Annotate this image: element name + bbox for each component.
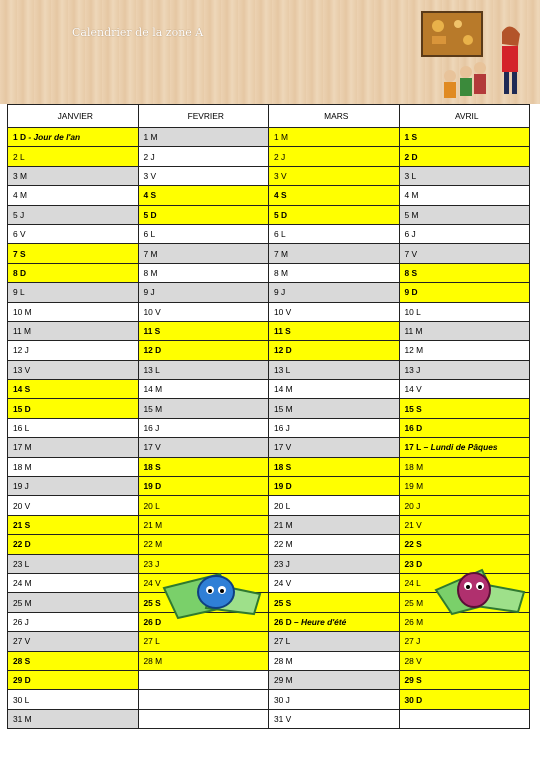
day-label: 9 J bbox=[143, 287, 155, 298]
day-label: 6 V bbox=[13, 229, 26, 240]
day-label: 6 L bbox=[143, 229, 156, 240]
day-cell-janvier bbox=[8, 224, 139, 243]
day-label: 5 D bbox=[274, 209, 288, 220]
table-row bbox=[8, 186, 530, 205]
day-label: 27 L bbox=[274, 636, 291, 647]
day-cell-avril bbox=[399, 302, 530, 321]
day-label: 28 M bbox=[143, 655, 163, 666]
day-cell-janvier bbox=[8, 632, 139, 651]
day-cell-avril bbox=[399, 535, 530, 554]
day-label: 26 D bbox=[274, 616, 292, 627]
day-cell-mars bbox=[269, 690, 400, 709]
day-label: 28 M bbox=[274, 655, 293, 666]
day-cell-fevrier bbox=[138, 380, 269, 399]
day-label: 18 S bbox=[143, 461, 161, 472]
day-label: 31 M bbox=[13, 713, 32, 724]
day-cell-janvier bbox=[8, 147, 139, 166]
day-label: 22 S bbox=[404, 539, 422, 550]
day-label: 5 J bbox=[13, 209, 25, 220]
day-label: 3 V bbox=[143, 170, 157, 181]
day-cell-avril bbox=[399, 380, 530, 399]
column-header-fevrier: FEVRIER bbox=[138, 105, 269, 128]
table-row bbox=[8, 457, 530, 476]
day-cell-janvier bbox=[8, 341, 139, 360]
day-cell-avril bbox=[399, 283, 530, 302]
day-cell-mars bbox=[269, 477, 400, 496]
table-row bbox=[8, 224, 530, 243]
day-label: 19 D bbox=[274, 481, 292, 492]
day-cell-janvier bbox=[8, 205, 139, 224]
table-row bbox=[8, 147, 530, 166]
holiday-note: – Lundi de Pâques bbox=[421, 442, 498, 453]
day-label: 11 S bbox=[274, 326, 291, 337]
day-cell-mars bbox=[269, 380, 400, 399]
day-cell-fevrier bbox=[138, 690, 269, 709]
day-label: 18 S bbox=[274, 461, 292, 472]
day-label: 21 S bbox=[13, 520, 31, 530]
day-cell-janvier bbox=[8, 263, 139, 282]
day-label: 24 L bbox=[404, 578, 421, 589]
day-label: 30 D bbox=[404, 694, 423, 705]
day-cell-janvier bbox=[8, 709, 139, 728]
day-cell-avril bbox=[399, 321, 530, 340]
day-label: 9 J bbox=[274, 287, 286, 298]
day-label: 1 M bbox=[274, 132, 288, 143]
day-label: 31 V bbox=[274, 713, 292, 724]
day-cell-avril bbox=[399, 341, 530, 360]
day-cell-fevrier bbox=[138, 438, 269, 457]
day-cell-fevrier bbox=[138, 341, 269, 360]
day-label: 7 S bbox=[13, 248, 26, 259]
table-row bbox=[8, 283, 530, 302]
day-cell-fevrier bbox=[138, 263, 269, 282]
table-row bbox=[8, 709, 530, 728]
day-cell-fevrier bbox=[138, 418, 269, 437]
day-cell-mars bbox=[269, 166, 400, 185]
day-label: 10 V bbox=[274, 306, 292, 317]
day-label: 14 M bbox=[274, 384, 293, 395]
day-label: 15 M bbox=[274, 403, 293, 414]
day-cell-fevrier bbox=[138, 283, 269, 302]
calendar-table-wrap bbox=[7, 104, 529, 729]
day-label: 8 D bbox=[13, 267, 27, 278]
day-label: 12 M bbox=[404, 345, 424, 356]
day-label: 12 J bbox=[13, 345, 29, 356]
day-cell-fevrier bbox=[138, 457, 269, 476]
table-row bbox=[8, 535, 530, 554]
day-cell-janvier bbox=[8, 438, 139, 457]
day-cell-mars bbox=[269, 224, 400, 243]
day-cell-mars bbox=[269, 283, 400, 302]
day-cell-fevrier bbox=[138, 166, 269, 185]
day-label: 28 S bbox=[13, 655, 31, 666]
day-cell-avril bbox=[399, 399, 530, 418]
day-cell-avril bbox=[399, 651, 530, 670]
day-label: 13 L bbox=[274, 364, 291, 375]
day-label: 25 S bbox=[274, 597, 292, 608]
day-label: 1 S bbox=[404, 132, 418, 143]
day-label: 12 D bbox=[274, 345, 292, 356]
day-cell-avril bbox=[399, 166, 530, 185]
day-cell-avril bbox=[399, 438, 530, 457]
day-cell-fevrier bbox=[138, 302, 269, 321]
day-cell-fevrier bbox=[138, 670, 269, 689]
day-label: 21 M bbox=[274, 520, 293, 530]
day-cell-janvier bbox=[8, 515, 139, 534]
table-row bbox=[8, 380, 530, 399]
day-cell-mars bbox=[269, 244, 400, 263]
day-label: 27 J bbox=[404, 636, 421, 647]
day-label: 18 M bbox=[404, 461, 424, 472]
day-cell-janvier bbox=[8, 380, 139, 399]
table-row bbox=[8, 632, 530, 651]
day-label: 4 S bbox=[143, 190, 157, 201]
day-cell-janvier bbox=[8, 670, 139, 689]
day-label: 10 L bbox=[404, 306, 421, 317]
day-label: 3 M bbox=[13, 170, 27, 181]
day-cell-fevrier bbox=[138, 709, 269, 728]
day-label: 20 L bbox=[143, 500, 160, 511]
day-cell-mars bbox=[269, 593, 400, 612]
day-cell-avril bbox=[399, 128, 530, 147]
table-row bbox=[8, 205, 530, 224]
day-label: 17 L bbox=[404, 442, 422, 453]
day-cell-mars bbox=[269, 205, 400, 224]
day-cell-fevrier bbox=[138, 321, 269, 340]
day-label: 7 M bbox=[143, 248, 158, 259]
day-label: 26 J bbox=[13, 616, 29, 627]
day-label: 25 M bbox=[13, 597, 32, 608]
day-label: 22 M bbox=[143, 539, 163, 550]
day-cell-fevrier bbox=[138, 496, 269, 515]
day-label: 23 D bbox=[404, 558, 423, 569]
day-label: 25 S bbox=[143, 597, 161, 608]
day-label: 22 D bbox=[13, 539, 31, 550]
calendar-body bbox=[8, 128, 530, 729]
table-row bbox=[8, 244, 530, 263]
day-label: 19 J bbox=[13, 481, 29, 492]
day-cell-fevrier bbox=[138, 147, 269, 166]
day-label: 4 M bbox=[404, 190, 419, 201]
day-cell-mars bbox=[269, 632, 400, 651]
day-label: 6 J bbox=[404, 229, 416, 240]
day-label: 26 M bbox=[404, 616, 424, 627]
day-cell-janvier bbox=[8, 554, 139, 573]
calendar-table bbox=[7, 104, 530, 729]
day-cell-avril bbox=[399, 205, 530, 224]
day-cell-avril bbox=[399, 709, 530, 728]
day-label: 30 J bbox=[274, 694, 290, 705]
day-cell-janvier bbox=[8, 573, 139, 592]
day-cell-janvier bbox=[8, 360, 139, 379]
table-row bbox=[8, 477, 530, 496]
day-label: 12 D bbox=[143, 345, 162, 356]
day-cell-avril bbox=[399, 224, 530, 243]
day-label: 27 L bbox=[143, 636, 160, 647]
day-cell-janvier bbox=[8, 399, 139, 418]
day-cell-avril bbox=[399, 477, 530, 496]
table-row bbox=[8, 399, 530, 418]
day-cell-avril bbox=[399, 147, 530, 166]
day-label: 17 V bbox=[143, 442, 161, 453]
day-label: 20 J bbox=[404, 500, 421, 511]
day-cell-fevrier bbox=[138, 477, 269, 496]
day-label: 26 D bbox=[143, 616, 162, 627]
day-label: 8 M bbox=[143, 267, 158, 278]
holiday-note: - Jour de l'an bbox=[26, 132, 81, 143]
day-label: 14 S bbox=[13, 384, 31, 395]
column-header-mars: MARS bbox=[269, 105, 400, 128]
day-cell-fevrier bbox=[138, 360, 269, 379]
classroom-illustration bbox=[414, 6, 538, 104]
day-label: 7 V bbox=[404, 248, 418, 259]
day-cell-mars bbox=[269, 573, 400, 592]
day-label: 29 M bbox=[274, 675, 293, 686]
table-row bbox=[8, 690, 530, 709]
day-label: 16 J bbox=[143, 423, 160, 434]
day-label: 16 L bbox=[13, 423, 30, 434]
day-cell-mars bbox=[269, 263, 400, 282]
table-row bbox=[8, 438, 530, 457]
day-cell-janvier bbox=[8, 321, 139, 340]
day-label: 15 S bbox=[404, 403, 422, 414]
day-label: 1 D bbox=[13, 132, 27, 143]
column-header-avril: AVRIL bbox=[399, 105, 530, 128]
day-cell-fevrier bbox=[138, 128, 269, 147]
table-row bbox=[8, 166, 530, 185]
day-cell-janvier bbox=[8, 612, 139, 631]
day-cell-avril bbox=[399, 670, 530, 689]
table-row bbox=[8, 360, 530, 379]
day-label: 7 M bbox=[274, 248, 288, 259]
day-cell-avril bbox=[399, 632, 530, 651]
day-cell-avril bbox=[399, 360, 530, 379]
day-label: 19 M bbox=[404, 481, 424, 492]
day-cell-mars bbox=[269, 321, 400, 340]
table-row bbox=[8, 496, 530, 515]
day-label: 17 M bbox=[13, 442, 32, 453]
day-cell-mars bbox=[269, 651, 400, 670]
day-label: 13 J bbox=[404, 364, 421, 375]
day-cell-mars bbox=[269, 399, 400, 418]
day-cell-mars bbox=[269, 554, 400, 573]
day-label: 9 D bbox=[404, 287, 418, 298]
day-cell-janvier bbox=[8, 283, 139, 302]
day-cell-mars bbox=[269, 128, 400, 147]
day-label: 29 S bbox=[404, 675, 422, 686]
day-cell-avril bbox=[399, 690, 530, 709]
day-cell-mars bbox=[269, 496, 400, 515]
day-label: 24 M bbox=[13, 578, 32, 589]
day-label: 15 D bbox=[13, 403, 31, 414]
table-row bbox=[8, 263, 530, 282]
day-label: 2 J bbox=[143, 151, 155, 162]
day-cell-mars bbox=[269, 670, 400, 689]
day-label: 1 M bbox=[143, 132, 158, 143]
day-label: 24 V bbox=[274, 578, 292, 589]
day-cell-mars bbox=[269, 418, 400, 437]
day-cell-mars bbox=[269, 515, 400, 534]
table-row bbox=[8, 418, 530, 437]
purple-monster-sunbathing-illustration bbox=[432, 562, 528, 618]
day-cell-mars bbox=[269, 457, 400, 476]
day-cell-avril bbox=[399, 263, 530, 282]
day-label: 16 J bbox=[274, 423, 290, 434]
day-label: 17 V bbox=[274, 442, 292, 453]
day-label: 21 M bbox=[143, 520, 163, 530]
day-label: 8 S bbox=[404, 267, 418, 278]
day-label: 3 V bbox=[274, 170, 287, 181]
day-label: 22 M bbox=[274, 539, 293, 550]
day-label: 4 S bbox=[274, 190, 287, 201]
day-label: 14 V bbox=[404, 384, 422, 395]
day-cell-fevrier bbox=[138, 399, 269, 418]
holiday-note: – Heure d'été bbox=[291, 616, 347, 627]
day-cell-fevrier bbox=[138, 205, 269, 224]
blue-monster-sunbathing-illustration bbox=[160, 566, 268, 620]
day-label: 23 J bbox=[143, 558, 160, 569]
day-label: 30 L bbox=[13, 694, 30, 705]
day-cell-mars bbox=[269, 612, 400, 631]
day-cell-janvier bbox=[8, 166, 139, 185]
day-cell-avril bbox=[399, 244, 530, 263]
page-title: Calendrier de la zone A bbox=[72, 26, 204, 39]
day-label: 23 L bbox=[13, 558, 30, 569]
day-cell-avril bbox=[399, 496, 530, 515]
table-row bbox=[8, 341, 530, 360]
day-label: 5 D bbox=[143, 209, 157, 220]
day-cell-fevrier bbox=[138, 632, 269, 651]
day-cell-janvier bbox=[8, 496, 139, 515]
day-label: 23 J bbox=[274, 558, 290, 569]
table-row bbox=[8, 302, 530, 321]
day-cell-janvier bbox=[8, 593, 139, 612]
day-cell-janvier bbox=[8, 477, 139, 496]
day-cell-fevrier bbox=[138, 186, 269, 205]
column-header-janvier: JANVIER bbox=[8, 105, 139, 128]
day-cell-mars bbox=[269, 709, 400, 728]
day-label: 2 L bbox=[13, 151, 25, 162]
day-cell-avril bbox=[399, 186, 530, 205]
day-label: 15 M bbox=[143, 403, 163, 414]
day-label: 24 V bbox=[143, 578, 161, 589]
day-cell-mars bbox=[269, 535, 400, 554]
day-label: 27 V bbox=[13, 636, 31, 647]
day-cell-mars bbox=[269, 147, 400, 166]
day-label: 11 S bbox=[143, 326, 161, 337]
day-label: 20 L bbox=[274, 500, 291, 511]
day-cell-fevrier bbox=[138, 651, 269, 670]
day-label: 11 M bbox=[404, 326, 423, 337]
table-row bbox=[8, 321, 530, 340]
day-cell-avril bbox=[399, 515, 530, 534]
day-cell-janvier bbox=[8, 651, 139, 670]
day-cell-mars bbox=[269, 302, 400, 321]
day-cell-janvier bbox=[8, 535, 139, 554]
day-cell-fevrier bbox=[138, 224, 269, 243]
day-cell-janvier bbox=[8, 457, 139, 476]
day-label: 2 J bbox=[274, 151, 286, 162]
day-label: 11 M bbox=[13, 326, 31, 337]
day-label: 18 M bbox=[13, 461, 32, 472]
day-label: 21 V bbox=[404, 520, 422, 530]
day-label: 8 M bbox=[274, 267, 288, 278]
day-cell-janvier bbox=[8, 418, 139, 437]
day-cell-avril bbox=[399, 457, 530, 476]
table-row bbox=[8, 651, 530, 670]
day-label: 19 D bbox=[143, 481, 162, 492]
day-label: 2 D bbox=[404, 151, 418, 162]
day-label: 10 M bbox=[13, 306, 32, 317]
day-label: 29 D bbox=[13, 675, 31, 686]
day-cell-janvier bbox=[8, 186, 139, 205]
day-label: 6 L bbox=[274, 229, 286, 240]
day-label: 10 V bbox=[143, 306, 161, 317]
table-row bbox=[8, 515, 530, 534]
day-label: 4 M bbox=[13, 190, 27, 201]
day-cell-fevrier bbox=[138, 515, 269, 534]
day-cell-mars bbox=[269, 438, 400, 457]
day-cell-avril bbox=[399, 418, 530, 437]
day-label: 3 L bbox=[404, 170, 417, 181]
day-label: 20 V bbox=[13, 500, 31, 511]
day-label: 16 D bbox=[404, 423, 423, 434]
day-cell-janvier bbox=[8, 244, 139, 263]
day-label: 9 L bbox=[13, 287, 25, 298]
day-cell-fevrier bbox=[138, 244, 269, 263]
day-cell-mars bbox=[269, 186, 400, 205]
header-row bbox=[8, 105, 530, 128]
day-cell-janvier bbox=[8, 690, 139, 709]
table-row bbox=[8, 670, 530, 689]
day-label: 13 V bbox=[13, 364, 31, 375]
day-label: 5 M bbox=[404, 209, 419, 220]
table-row bbox=[8, 128, 530, 147]
day-cell-mars bbox=[269, 360, 400, 379]
day-cell-janvier bbox=[8, 302, 139, 321]
day-label: 14 M bbox=[143, 384, 163, 395]
day-label: 25 M bbox=[404, 597, 424, 608]
day-cell-janvier bbox=[8, 128, 139, 147]
day-label: 13 L bbox=[143, 364, 160, 375]
day-label: 28 V bbox=[404, 655, 422, 666]
day-cell-mars bbox=[269, 341, 400, 360]
day-cell-fevrier bbox=[138, 535, 269, 554]
